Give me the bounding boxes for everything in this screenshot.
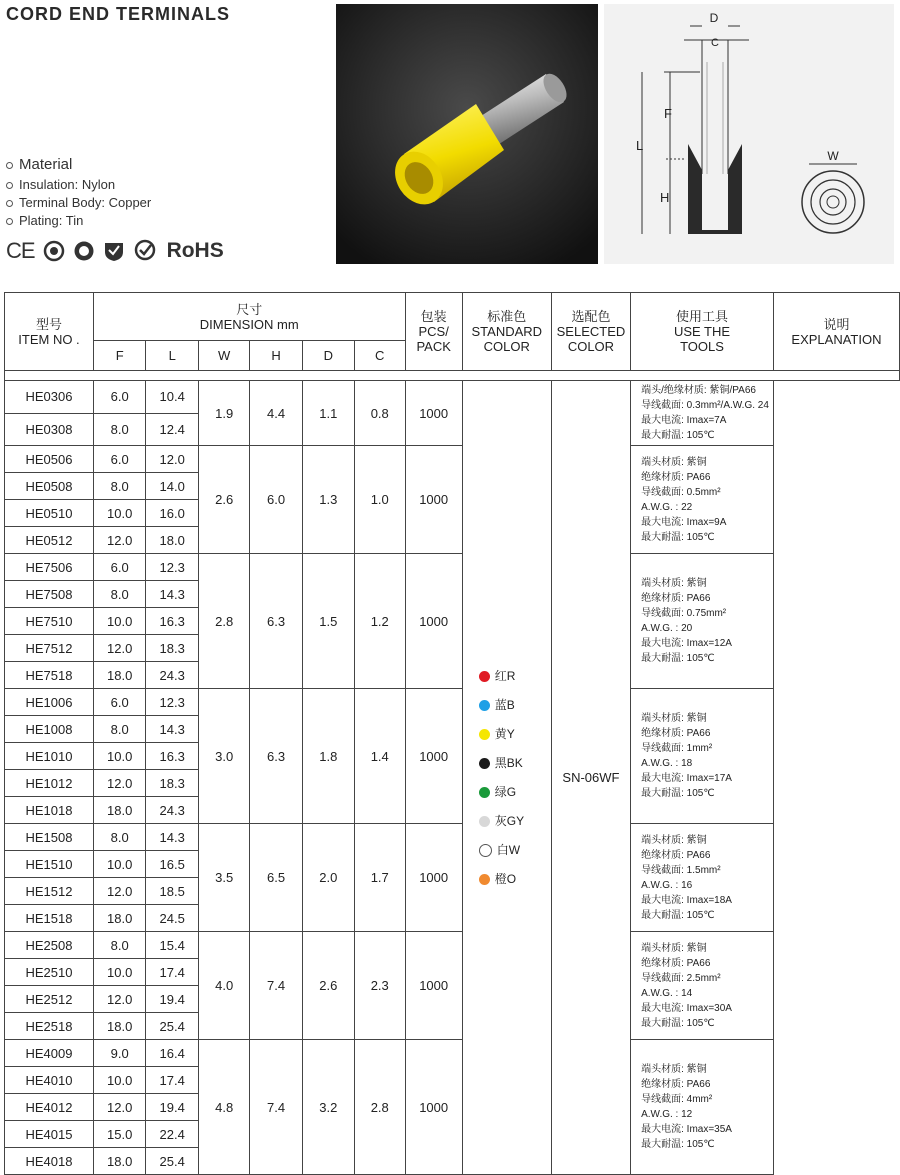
- f-cell: 18.0: [93, 905, 146, 932]
- header-selected-color: 选配色 SELECTED COLOR: [551, 293, 630, 371]
- l-cell: 25.4: [146, 1148, 199, 1175]
- explanation-line: 最大耐温: 105℃: [641, 1017, 715, 1029]
- explanation-cell: [631, 381, 774, 446]
- l-cell: 16.5: [146, 851, 199, 878]
- pack-cell: 1000: [405, 446, 462, 554]
- d-cell: 1.5: [302, 554, 354, 689]
- item-no-cell: HE0512: [5, 527, 94, 554]
- item-no-cell: HE4018: [5, 1148, 94, 1175]
- d-cell: 1.3: [302, 446, 354, 554]
- f-cell: 12.0: [93, 635, 146, 662]
- explanation-line: 最大耐温: 105℃: [641, 1139, 715, 1150]
- c-cell: 2.3: [354, 932, 405, 1040]
- explanation-line: 绝缘材质: PA66: [641, 849, 711, 861]
- explanation-line: 端头材质: 紫铜: [641, 456, 707, 468]
- w-cell: 2.6: [198, 446, 249, 554]
- h-cell: 4.4: [250, 381, 302, 446]
- item-no-cell: HE2518: [5, 1013, 94, 1040]
- f-cell: 8.0: [93, 413, 146, 446]
- explanation-line: 端头/绝缘材质: 紫铜/PA66: [641, 385, 756, 396]
- selected-color-option: 白W: [463, 836, 551, 865]
- item-no-cell: HE7506: [5, 554, 94, 581]
- l-cell: 19.4: [146, 986, 199, 1013]
- explanation-cell: [631, 689, 774, 824]
- header-row: [5, 293, 900, 341]
- f-cell: 8.0: [93, 716, 146, 743]
- l-cell: 12.0: [146, 446, 199, 473]
- f-cell: 18.0: [93, 662, 146, 689]
- bullet-icon: [6, 182, 13, 189]
- item-no-cell: HE1510: [5, 851, 94, 878]
- rohs-mark: RoHS: [166, 239, 224, 262]
- l-cell: 18.3: [146, 770, 199, 797]
- pack-cell: 1000: [405, 1040, 462, 1175]
- f-cell: 15.0: [93, 1121, 146, 1148]
- l-cell: 14.0: [146, 473, 199, 500]
- explanation-line: A.W.G. : 20: [641, 623, 693, 634]
- material-item: Plating: Tin: [6, 212, 151, 230]
- diagram-label-w: W: [827, 149, 839, 163]
- explanation-line: 最大电流: Imax=17A: [641, 773, 732, 784]
- diagram-label-d: D: [709, 11, 719, 25]
- explanation-line: 端头材质: 紫铜: [641, 578, 707, 589]
- table-row: [5, 824, 900, 851]
- l-cell: 16.0: [146, 500, 199, 527]
- explanation-line: 导线截面: 1mm²: [641, 743, 713, 754]
- header-tools: 使用工具 USE THE TOOLS: [631, 293, 774, 371]
- selected-color-option: 红R: [463, 662, 551, 691]
- explanation-line: A.W.G. : 16: [641, 879, 693, 891]
- pack-cell: 1000: [405, 689, 462, 824]
- explanation-line: 最大电流: Imax=18A: [641, 894, 732, 906]
- f-cell: 10.0: [93, 608, 146, 635]
- l-cell: 15.4: [146, 932, 199, 959]
- l-cell: 14.3: [146, 581, 199, 608]
- l-cell: 18.0: [146, 527, 199, 554]
- explanation-line: 最大耐温: 105℃: [641, 430, 715, 441]
- explanation-cell: [631, 446, 774, 554]
- item-no-cell: HE1512: [5, 878, 94, 905]
- l-cell: 12.4: [146, 413, 199, 446]
- f-cell: 8.0: [93, 473, 146, 500]
- c-cell: 1.2: [354, 554, 405, 689]
- explanation-line: 端头材质: 紫铜: [641, 1064, 707, 1075]
- header-h: H: [250, 341, 302, 371]
- d-cell: 1.1: [302, 381, 354, 446]
- d-cell: 1.8: [302, 689, 354, 824]
- explanation-line: 最大耐温: 105℃: [641, 653, 715, 664]
- f-cell: 6.0: [93, 554, 146, 581]
- item-no-cell: HE1006: [5, 689, 94, 716]
- explanation-line: 最大耐温: 105℃: [641, 788, 715, 799]
- pack-cell: 1000: [405, 381, 462, 446]
- f-cell: 12.0: [93, 1094, 146, 1121]
- f-cell: 10.0: [93, 851, 146, 878]
- quality-seal-icon: [73, 240, 95, 262]
- item-no-cell: HE4015: [5, 1121, 94, 1148]
- selected-color-option: 灰GY: [463, 807, 551, 836]
- explanation-line: 最大耐温: 105℃: [641, 531, 715, 543]
- explanation-line: 导线截面: 0.5mm²: [641, 486, 721, 498]
- selected-color-option: 绿G: [463, 778, 551, 807]
- item-no-cell: HE7512: [5, 635, 94, 662]
- item-no-cell: HE2508: [5, 932, 94, 959]
- w-cell: 1.9: [198, 381, 249, 446]
- c-cell: 0.8: [354, 381, 405, 446]
- color-dot-icon: [479, 874, 490, 885]
- c-cell: 1.0: [354, 446, 405, 554]
- item-no-cell: HE1008: [5, 716, 94, 743]
- header-gap: [5, 371, 900, 381]
- h-cell: 6.3: [250, 554, 302, 689]
- f-cell: 8.0: [93, 581, 146, 608]
- explanation-line: 最大电流: Imax=35A: [641, 1124, 732, 1135]
- color-dot-icon: [479, 729, 490, 740]
- header-l: L: [146, 341, 199, 371]
- l-cell: 16.3: [146, 743, 199, 770]
- l-cell: 22.4: [146, 1121, 199, 1148]
- h-cell: 6.3: [250, 689, 302, 824]
- table-row: [5, 1040, 900, 1067]
- c-cell: 1.4: [354, 689, 405, 824]
- selected-color-option: 黄Y: [463, 720, 551, 749]
- explanation-line: 导线截面: 1.5mm²: [641, 864, 721, 876]
- explanation-line: 导线截面: 0.3mm²/A.W.G. 24: [641, 400, 769, 411]
- shield-cert-icon: [103, 240, 125, 262]
- header-standard-color: 标准色 STANDARD COLOR: [462, 293, 551, 371]
- explanation-line: 最大耐温: 105℃: [641, 909, 715, 921]
- explanation-cell: [631, 1040, 774, 1175]
- f-cell: 12.0: [93, 770, 146, 797]
- explanation-cell: [631, 932, 774, 1040]
- diagram-label-h: H: [660, 190, 670, 205]
- item-no-cell: HE0508: [5, 473, 94, 500]
- ccc-seal-icon: [43, 240, 65, 262]
- explanation-line: 端头材质: 紫铜: [641, 942, 707, 954]
- l-cell: 10.4: [146, 381, 199, 414]
- explanation-line: 最大电流: Imax=30A: [641, 1002, 732, 1014]
- f-cell: 8.0: [93, 932, 146, 959]
- l-cell: 19.4: [146, 1094, 199, 1121]
- explanation-line: 最大电流: Imax=9A: [641, 516, 727, 528]
- color-dot-icon: [479, 816, 490, 827]
- l-cell: 16.3: [146, 608, 199, 635]
- certification-logos: [6, 238, 224, 264]
- l-cell: 17.4: [146, 1067, 199, 1094]
- w-cell: 3.5: [198, 824, 249, 932]
- explanation-line: 导线截面: 2.5mm²: [641, 972, 721, 984]
- material-list: [6, 156, 151, 230]
- f-cell: 10.0: [93, 500, 146, 527]
- diagram-label-f: F: [664, 106, 672, 121]
- table-row: [5, 689, 900, 716]
- f-cell: 8.0: [93, 824, 146, 851]
- selected-color-option: 橙O: [463, 865, 551, 894]
- explanation-line: 端头材质: 紫铜: [641, 713, 707, 724]
- item-no-cell: HE2512: [5, 986, 94, 1013]
- c-cell: 1.7: [354, 824, 405, 932]
- explanation-cell: [631, 824, 774, 932]
- color-dot-icon: [479, 671, 490, 682]
- f-cell: 9.0: [93, 1040, 146, 1067]
- header-explanation: 说明 EXPLANATION: [773, 293, 899, 371]
- explanation-line: 绝缘材质: PA66: [641, 471, 711, 483]
- bullet-icon: [6, 218, 13, 225]
- item-no-cell: HE0510: [5, 500, 94, 527]
- page-title: CORD END TERMINALS: [6, 4, 230, 24]
- selected-color-option: 蓝B: [463, 691, 551, 720]
- table-row: [5, 932, 900, 959]
- f-cell: 12.0: [93, 878, 146, 905]
- f-cell: 18.0: [93, 1013, 146, 1040]
- l-cell: 24.3: [146, 662, 199, 689]
- h-cell: 6.5: [250, 824, 302, 932]
- sgs-seal-icon: [133, 239, 159, 263]
- header-pack: 包装 PCS/ PACK: [405, 293, 462, 371]
- item-no-cell: HE1508: [5, 824, 94, 851]
- l-cell: 12.3: [146, 554, 199, 581]
- header-dimension: 尺寸 DIMENSION mm: [93, 293, 405, 341]
- l-cell: 12.3: [146, 689, 199, 716]
- d-cell: 2.6: [302, 932, 354, 1040]
- pack-cell: 1000: [405, 932, 462, 1040]
- item-no-cell: HE1012: [5, 770, 94, 797]
- header-item: 型号 ITEM NO .: [5, 293, 94, 371]
- item-no-cell: HE4010: [5, 1067, 94, 1094]
- w-cell: 4.8: [198, 1040, 249, 1175]
- f-cell: 12.0: [93, 986, 146, 1013]
- item-no-cell: HE7518: [5, 662, 94, 689]
- table-row: [5, 446, 900, 473]
- explanation-line: 最大电流: Imax=12A: [641, 638, 732, 649]
- diagram-label-c: C: [711, 37, 719, 49]
- table-row: [5, 554, 900, 581]
- explanation-line: 绝缘材质: PA66: [641, 728, 711, 739]
- product-photo: [336, 4, 598, 264]
- ce-mark: CE: [6, 238, 35, 263]
- c-cell: 2.8: [354, 1040, 405, 1175]
- l-cell: 24.3: [146, 797, 199, 824]
- item-no-cell: HE1010: [5, 743, 94, 770]
- explanation-line: 绝缘材质: PA66: [641, 957, 711, 969]
- bullet-icon: [6, 162, 13, 169]
- item-no-cell: HE7510: [5, 608, 94, 635]
- explanation-line: 导线截面: 4mm²: [641, 1094, 713, 1105]
- f-cell: 10.0: [93, 1067, 146, 1094]
- f-cell: 10.0: [93, 959, 146, 986]
- color-dot-icon: [479, 758, 490, 769]
- item-no-cell: HE0308: [5, 413, 94, 446]
- f-cell: 12.0: [93, 527, 146, 554]
- header-f: F: [93, 341, 146, 371]
- item-no-cell: HE2510: [5, 959, 94, 986]
- color-dot-icon: [479, 787, 490, 798]
- w-cell: 3.0: [198, 689, 249, 824]
- f-cell: 6.0: [93, 381, 146, 414]
- header-c: C: [354, 341, 405, 371]
- explanation-line: A.W.G. : 18: [641, 758, 693, 769]
- bullet-icon: [6, 200, 13, 207]
- h-cell: 6.0: [250, 446, 302, 554]
- w-cell: 4.0: [198, 932, 249, 1040]
- color-dot-icon: [479, 844, 492, 857]
- l-cell: 25.4: [146, 1013, 199, 1040]
- material-item: Insulation: Nylon: [6, 176, 151, 194]
- f-cell: 6.0: [93, 689, 146, 716]
- tool-cell: SN-06WF: [551, 381, 630, 1175]
- material-item: Terminal Body: Copper: [6, 194, 151, 212]
- f-cell: 6.0: [93, 446, 146, 473]
- explanation-line: 导线截面: 0.75mm²: [641, 608, 727, 619]
- w-cell: 2.8: [198, 554, 249, 689]
- item-no-cell: HE7508: [5, 581, 94, 608]
- l-cell: 18.3: [146, 635, 199, 662]
- l-cell: 24.5: [146, 905, 199, 932]
- pack-cell: 1000: [405, 824, 462, 932]
- l-cell: 16.4: [146, 1040, 199, 1067]
- h-cell: 7.4: [250, 932, 302, 1040]
- explanation-line: 端头材质: 紫铜: [641, 834, 707, 846]
- selected-color-cell: [462, 381, 551, 1175]
- d-cell: 2.0: [302, 824, 354, 932]
- explanation-line: A.W.G. : 22: [641, 501, 693, 513]
- d-cell: 3.2: [302, 1040, 354, 1175]
- f-cell: 10.0: [93, 743, 146, 770]
- f-cell: 18.0: [93, 1148, 146, 1175]
- material-heading: Material: [6, 156, 151, 174]
- header-d: D: [302, 341, 354, 371]
- l-cell: 14.3: [146, 824, 199, 851]
- explanation-cell: [631, 554, 774, 689]
- diagram-label-l: L: [636, 138, 644, 153]
- explanation-line: 绝缘材质: PA66: [641, 1079, 711, 1090]
- item-no-cell: HE4009: [5, 1040, 94, 1067]
- l-cell: 17.4: [146, 959, 199, 986]
- explanation-line: 绝缘材质: PA66: [641, 593, 711, 604]
- item-no-cell: HE0506: [5, 446, 94, 473]
- item-no-cell: HE0306: [5, 381, 94, 414]
- dimension-diagram: [604, 4, 894, 264]
- item-no-cell: HE1018: [5, 797, 94, 824]
- l-cell: 18.5: [146, 878, 199, 905]
- header-w: W: [198, 341, 249, 371]
- explanation-line: A.W.G. : 12: [641, 1109, 693, 1120]
- l-cell: 14.3: [146, 716, 199, 743]
- h-cell: 7.4: [250, 1040, 302, 1175]
- selected-color-option: 黑BK: [463, 749, 551, 778]
- item-no-cell: HE1518: [5, 905, 94, 932]
- explanation-line: 最大电流: Imax=7A: [641, 415, 727, 426]
- item-no-cell: HE4012: [5, 1094, 94, 1121]
- color-dot-icon: [479, 700, 490, 711]
- table-row: [5, 381, 900, 414]
- spec-table: [4, 292, 900, 1175]
- explanation-line: A.W.G. : 14: [641, 987, 693, 999]
- pack-cell: 1000: [405, 554, 462, 689]
- f-cell: 18.0: [93, 797, 146, 824]
